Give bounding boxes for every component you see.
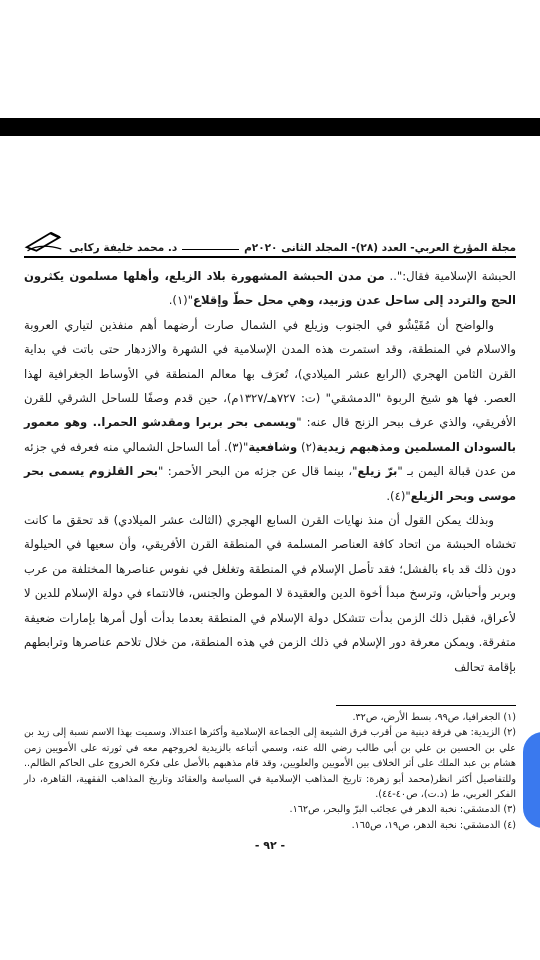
header-rule — [182, 249, 239, 250]
footnote: (٢) الزيدية: هي فرقة دينية من أقرب فرق الشيعة إلى الجماعة الإسلامية وأكثرها اعتدالا، وسميت بهذا الاسم نسبة إلى زيد بن علي بن الحسين بن علي بن أبي طالب رضي الله عنه، وسمي أتباعه بالزيدية لخروجهم معه في ثورته على الأمويين زمن هشام بن عبد الملك على أثر الخلاف بين الأمويين والعلويين، وقد قام مذهبهم بالأصل على فكرة الخروج على الحاكم الظالم.. وللتفاصيل أكثر انظر(محمد أبو زهرة: تاريخ المذاهب الإسلامية في السياسة والعقائد وتاريخ المذاهب الفقهية، القاهرة، دار الفكر العربي، ط (د.ت)، ص٤٠-٤٤). — [24, 727, 516, 800]
paragraph — [24, 264, 516, 313]
footnote: (٣) الدمشقي: نخبة الدهر في عجائب البرّ والبحر، ص١٦٢. — [289, 804, 516, 816]
quoted-text: وشافعية — [248, 439, 298, 454]
top-black-bar — [0, 118, 540, 136]
paragraph-text: الحبشة الإسلامية فقال:".. — [384, 269, 516, 283]
footnote-rule — [336, 705, 516, 706]
page-number: - ٩٢ - — [254, 839, 286, 853]
body-text — [24, 264, 516, 679]
paragraph-text: وبذلك يمكن القول أن منذ نهايات القرن السابع الهجري (الثالث عشر الميلادي) قد تحقق ما كانت تخشاه الحبشة من اتحاد كافة العناصر المسلمة في المنطقة القرن الأفريقي، وأن سعيها في الحيلولة دون ذلك قد باء بالفشل؛ فقد تأصل الإسلام في المنطقة وتغلغل في نفوس عناصرها المختلفة من عرب وبربر وأحباش، وترسخ مبدأ أخوة الدين والعقيدة لا الموطن والجنس، فالانتماء في دولة الإسلام للدين لا لأعراق، فقبل ذلك الزمن بدأت تتشكل دولة الإسلام في المنطقة بعدما بدأت أول أمرها بإمارات ضعيفة متفرقة. ويمكن معرفة دور الإسلام في ذلك الزمن في هذه المنطقة، من خلال تلاحم عناصرها وترابطهم بإقامة تحالف — [24, 513, 516, 674]
paragraph — [24, 508, 516, 679]
paragraph — [24, 313, 516, 508]
footnotes — [24, 710, 516, 833]
quoted-text: بحر القلزوم يسمى بحر موسى وبحر الزيلع — [24, 464, 516, 503]
document-page — [24, 220, 516, 852]
side-tab[interactable] — [523, 732, 540, 828]
journal-title: مجلة المؤرخ العربي- العدد (٢٨)- المجلد الثانى ٢٠٢٠م — [244, 242, 516, 254]
footnote: (٤) الدمشقي: نخبة الدهر، ص١٩، ص١٦٥. — [351, 819, 516, 831]
quoted-text: ويسمى بحر بربرا ومقدشو الحمرا.. وهو معمور بالسودان المسلمين ومذهبهم زيدية — [24, 415, 516, 454]
quill-pen-logo-icon — [24, 228, 63, 254]
footnote: (١) الجغرافيا، ص٩٩، بسط الأرض، ص٣٢. — [352, 711, 516, 723]
paragraph-text: والواضح أن مُقَيْشُو في الجنوب وزيلع في الشمال صارت أرضهما أهم منفذين لتياري العروبة والاسلام في المنطقة، وقد استمرت هذه المدن الإسلامية في الشهرة والازدهار حتى باتت في بداية القرن الثامن الهجري (الرابع عشر الميلادي)، تُعرَف بها معالم المنطقة في الأوساط الجغرافية لهذا العصر. فها هو شيخ الربوة "الدمشقي" (ت: ٧٢٧هـ/١٣٢٧م)، حين قدم وصفًا للساحل الشرقي للقرن الأفريقي، والذي عرف ببحر الزنج قال عنه: " — [24, 317, 517, 430]
running-header — [24, 220, 516, 258]
paragraph-text: (٢) — [297, 439, 317, 454]
paragraph-text: "، بينما قال عن جزئه من البحر الأحمر: " — [158, 464, 358, 479]
quoted-text: برّ زيلع — [357, 464, 398, 479]
paragraph-text: "(٤). — [386, 488, 411, 503]
author-name: د. محمد خليفة ركابى — [69, 242, 178, 254]
paragraph-text: "(١). — [168, 293, 194, 308]
quoted-text: من مدن الحبشة المشهورة بلاد الزيلع، وأهلها مسلمون يكثرون الحج والتردد إلى ساحل عدن وزبيد، وهي محل حطّ وإقلاع — [24, 269, 516, 308]
paragraph-text: "(٣). أما الساحل الشمالي منه فعرفه في جزئه من عدن قبالة اليمن بـ " — [24, 439, 516, 479]
